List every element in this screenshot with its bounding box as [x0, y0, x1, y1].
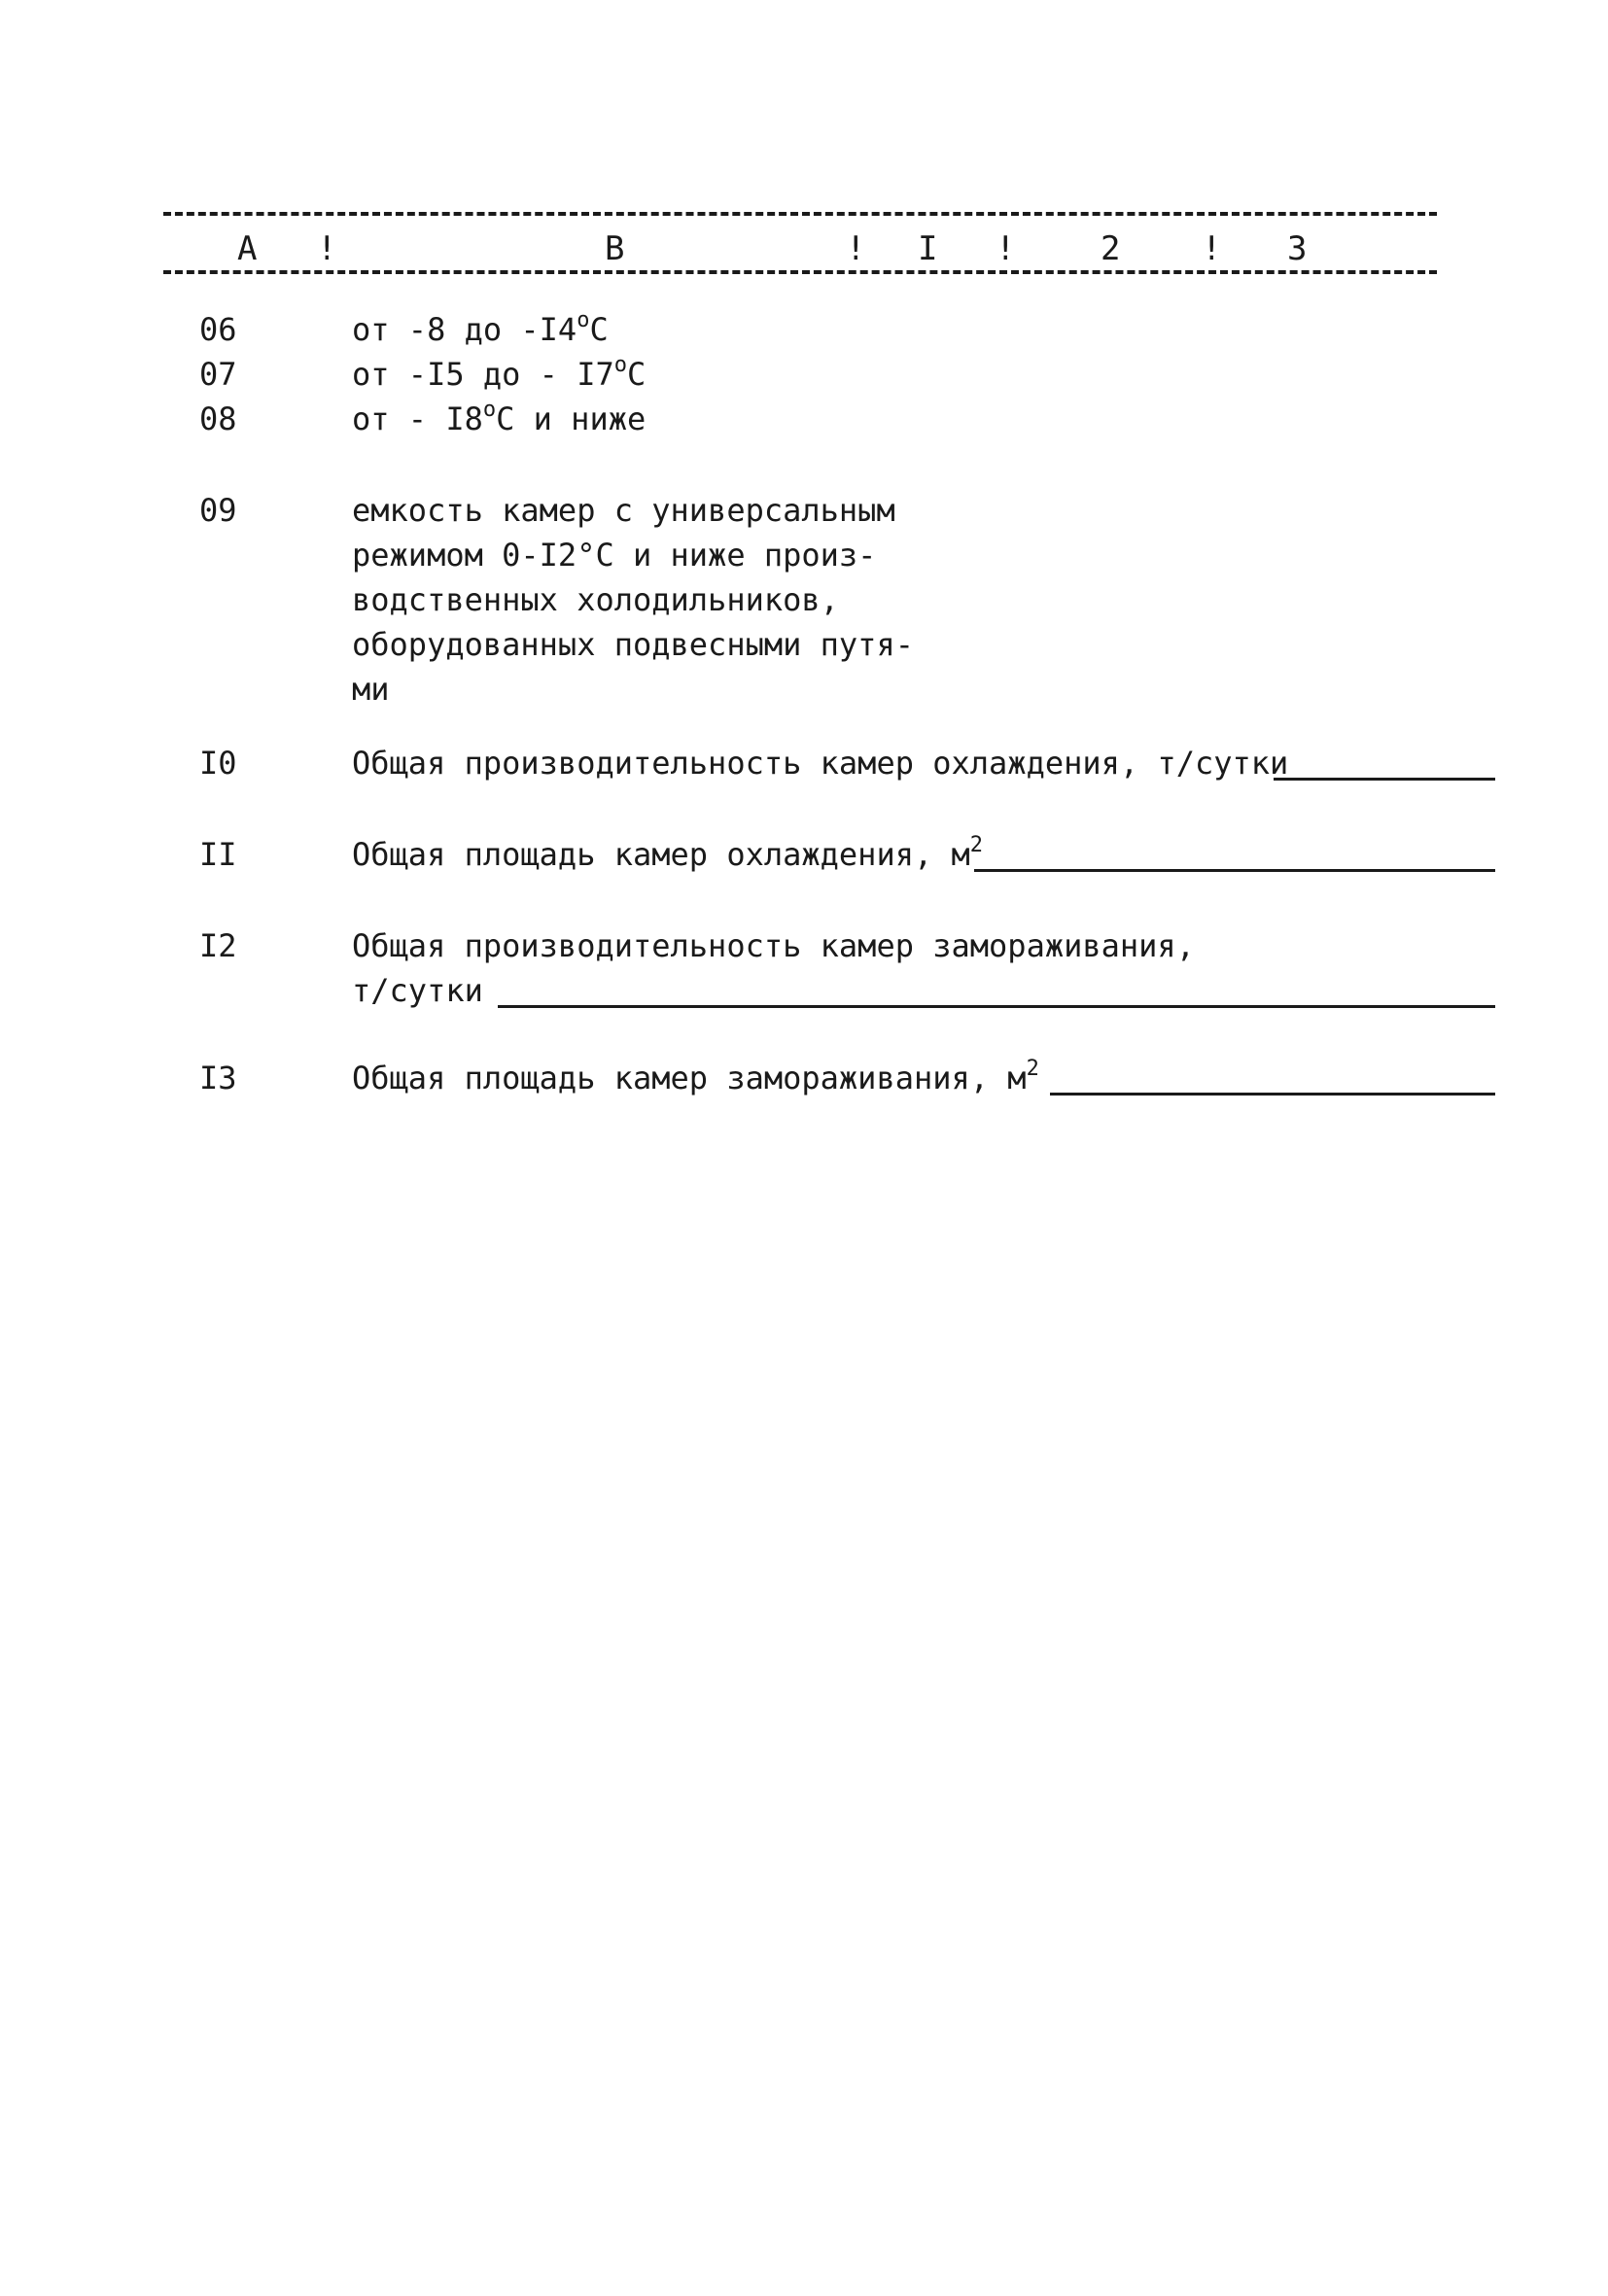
- row-code: I2: [199, 927, 237, 964]
- column-header-1: I: [918, 229, 938, 268]
- row-text-line: режимом 0-I2°С и ниже произ-: [352, 537, 877, 574]
- row-text-line: оборудованных подвесными путя-: [352, 626, 914, 663]
- row-code: 06: [199, 311, 237, 348]
- fill-in-line[interactable]: [974, 869, 1495, 872]
- column-header-3: 3: [1287, 229, 1308, 268]
- row-text: Общая площадь камер замораживания, $м^2$: [352, 1057, 1039, 1096]
- row-text: от - $I8^оС$ и ниже: [352, 398, 647, 437]
- column-separator: !: [996, 229, 1016, 268]
- row-text: от -I5 до - $I7^оС$: [352, 353, 647, 393]
- column-header-2: 2: [1101, 229, 1121, 268]
- row-code: I0: [199, 745, 237, 782]
- row-code: I3: [199, 1060, 237, 1096]
- header-bottom-rule: [163, 270, 1437, 274]
- column-header-a: А: [237, 229, 258, 268]
- row-text-line: водственных холодильников,: [352, 581, 839, 618]
- row-text: от -8 до $-I4^оС$: [352, 308, 609, 348]
- row-code: 09: [199, 492, 237, 529]
- row-code: 08: [199, 400, 237, 437]
- column-separator: !: [317, 229, 337, 268]
- row-text: Общая площадь камер охлаждения, $м^2$: [352, 833, 984, 873]
- row-text-line: Общая производительность камер замораживания,: [352, 927, 1195, 964]
- fill-in-line[interactable]: [1274, 778, 1495, 781]
- row-text: Общая производительность камер охлаждения, т/сутки: [352, 745, 1289, 782]
- row-code: II: [199, 836, 237, 873]
- header-top-rule: [163, 212, 1437, 216]
- row-text-line: ми: [352, 671, 390, 708]
- column-separator: !: [846, 229, 866, 268]
- fill-in-line[interactable]: [498, 1005, 1495, 1008]
- column-header-b: В: [605, 229, 625, 268]
- row-text-line: т/сутки: [352, 972, 483, 1009]
- fill-in-line[interactable]: [1050, 1093, 1495, 1096]
- column-separator: !: [1202, 229, 1222, 268]
- row-text-line: емкость камер с универсальным: [352, 492, 895, 529]
- row-code: 07: [199, 356, 237, 393]
